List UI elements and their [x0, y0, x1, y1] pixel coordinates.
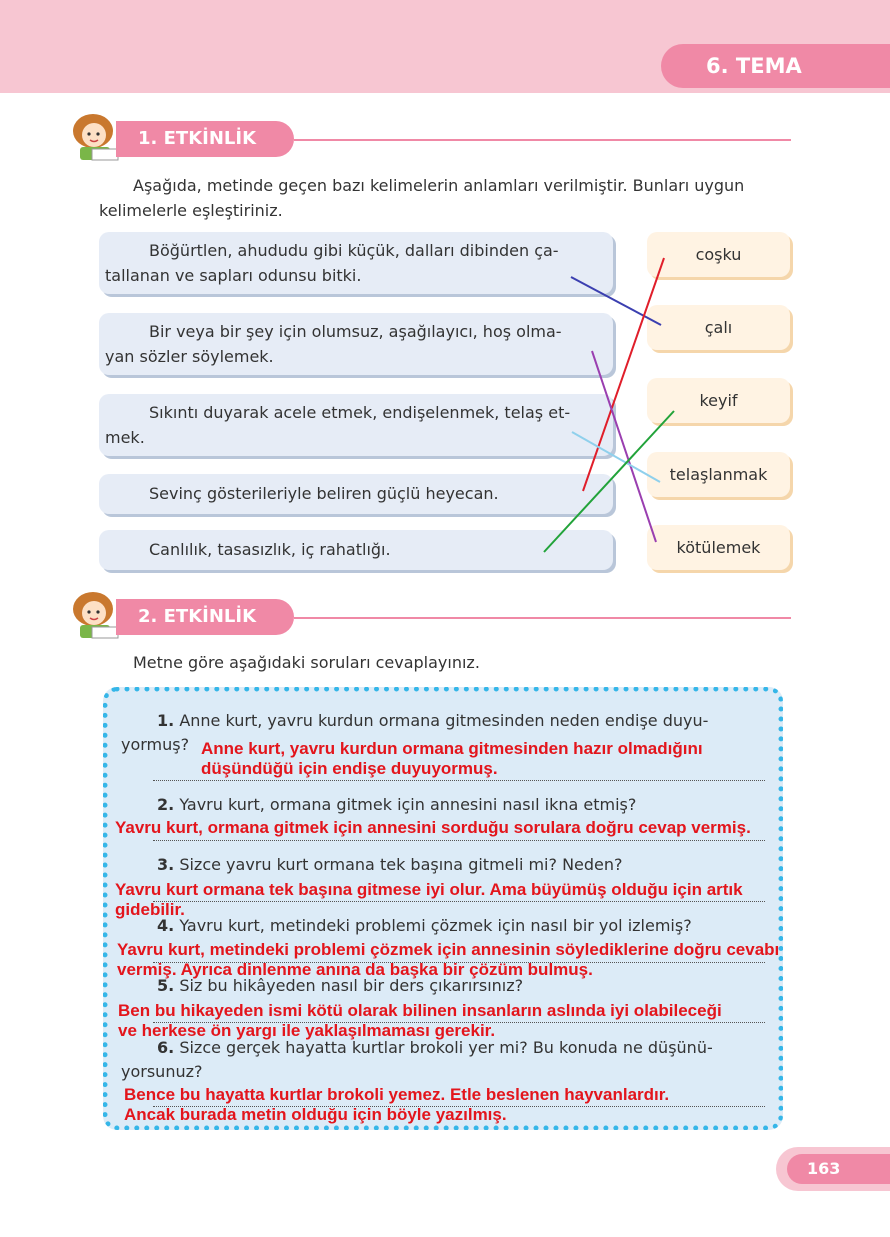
match-line-purple: [592, 351, 656, 542]
definition-3-line2: mek.: [105, 428, 145, 447]
question-5-number: 5.: [157, 976, 175, 995]
answer-1-line2: düşündüğü için endişe duyuyormuş.: [201, 759, 498, 778]
match-line-green: [544, 411, 674, 552]
answer-line-2: [153, 840, 765, 841]
definition-4-line1: Sevinç gösterileriyle beliren güçlü heyecan.: [149, 484, 499, 503]
answer-4-line1: Yavru kurt, metindeki problemi çözmek için annesinin söylediklerine doğru cevabı: [117, 940, 780, 959]
word-coskun: coşku: [647, 232, 790, 277]
word-telaslanmak: telaşlanmak: [647, 452, 790, 497]
answer-line-3: [153, 901, 765, 902]
definition-2-line1: Bir veya bir şey için olumsuz, aşağılayıcı, hoş olma-: [149, 322, 562, 341]
question-3-number: 3.: [157, 855, 175, 874]
question-3-line1: Sizce yavru kurt ormana tek başına gitmeli mi? Neden?: [179, 855, 623, 874]
answer-4-line2: vermiş. Ayrıca dinlenme anına da başka bir çözüm bulmuş.: [117, 960, 593, 979]
answer-6-line2: Ancak burada metin olduğu için böyle yazılmış.: [124, 1105, 507, 1124]
answer-6-line1: Bence bu hayatta kurtlar brokoli yemez. Etle beslenen hayvanlardır.: [124, 1085, 670, 1104]
answer-1-line1: Anne kurt, yavru kurdun ormana gitmesinden hazır olmadığını: [201, 739, 703, 758]
answer-3-line1: Yavru kurt ormana tek başına gitmese iyi olur. Ama büyümüş olduğu için artık: [115, 880, 743, 899]
definition-2-line2: yan sözler söylemek.: [105, 347, 274, 366]
answer-2-line1: Yavru kurt, ormana gitmek için annesini sorduğu sorulara doğru cevap vermiş.: [115, 818, 751, 837]
activity1-instruction-line2: kelimelerle eşleştiriniz.: [99, 201, 283, 220]
question-2: [157, 793, 636, 817]
activity2-instruction: Metne göre aşağıdaki soruları cevaplayınız.: [133, 653, 480, 672]
question-6-number: 6.: [157, 1038, 175, 1057]
page-number: 163: [787, 1154, 890, 1184]
question-2-line1: Yavru kurt, ormana gitmek için annesini nasıl ikna etmiş?: [179, 795, 637, 814]
answer-line-1: [153, 780, 765, 781]
question-6-line2: yorsunuz?: [121, 1062, 203, 1081]
word-cali: çalı: [647, 305, 790, 350]
question-4: [157, 914, 692, 938]
definition-3-line1: Sıkıntı duyarak acele etmek, endişelenmek, telaş et-: [149, 403, 571, 422]
matching-lines: [0, 0, 890, 600]
question-6-line1: Sizce gerçek hayatta kurtlar brokoli yer mi? Bu konuda ne düşünü-: [179, 1038, 713, 1057]
word-kotulemek: kötülemek: [647, 525, 790, 570]
definition-1-line2: tallanan ve sapları odunsu bitki.: [105, 266, 362, 285]
match-line-red: [583, 258, 664, 491]
question-5-line1: Siz bu hikâyeden nasıl bir ders çıkarırsınız?: [179, 976, 524, 995]
question-3: [157, 853, 623, 877]
match-line-blue: [571, 277, 661, 325]
activity1-title: 1. ETKİNLİK: [116, 121, 294, 157]
theme-label: 6. TEMA: [661, 44, 890, 88]
answer-5-line1: Ben bu hikayeden ismi kötü olarak bilinen insanların aslında iyi olabileceği: [118, 1001, 722, 1020]
activity1-instruction-line1: Aşağıda, metinde geçen bazı kelimelerin anlamları verilmiştir. Bunları uygun: [133, 176, 745, 195]
answer-5-line2: ve herkese ön yargı ile yaklaşılmaması gerekir.: [118, 1021, 496, 1040]
question-1-line1: Anne kurt, yavru kurdun ormana gitmesinden neden endişe duyu-: [179, 711, 709, 730]
question-5: [157, 974, 523, 998]
definition-1-line1: Böğürtlen, ahududu gibi küçük, dalları dibinden ça-: [149, 241, 559, 260]
question-4-line1: Yavru kurt, metindeki problemi çözmek için nasıl bir yol izlemiş?: [179, 916, 692, 935]
question-1-line2: yormuş?: [121, 735, 190, 754]
answer-3-line2: gidebilir.: [115, 900, 185, 919]
question-4-number: 4.: [157, 916, 175, 935]
word-keyif: keyif: [647, 378, 790, 423]
activity2-rule: [294, 617, 791, 619]
question-6: [157, 1036, 713, 1060]
question-1: [157, 709, 708, 733]
question-1-number: 1.: [157, 711, 175, 730]
definition-5-line1: Canlılık, tasasızlık, iç rahatlığı.: [149, 540, 391, 559]
question-2-number: 2.: [157, 795, 175, 814]
page-number-tab: [776, 1147, 890, 1191]
activity2-title: 2. ETKİNLİK: [116, 599, 294, 635]
